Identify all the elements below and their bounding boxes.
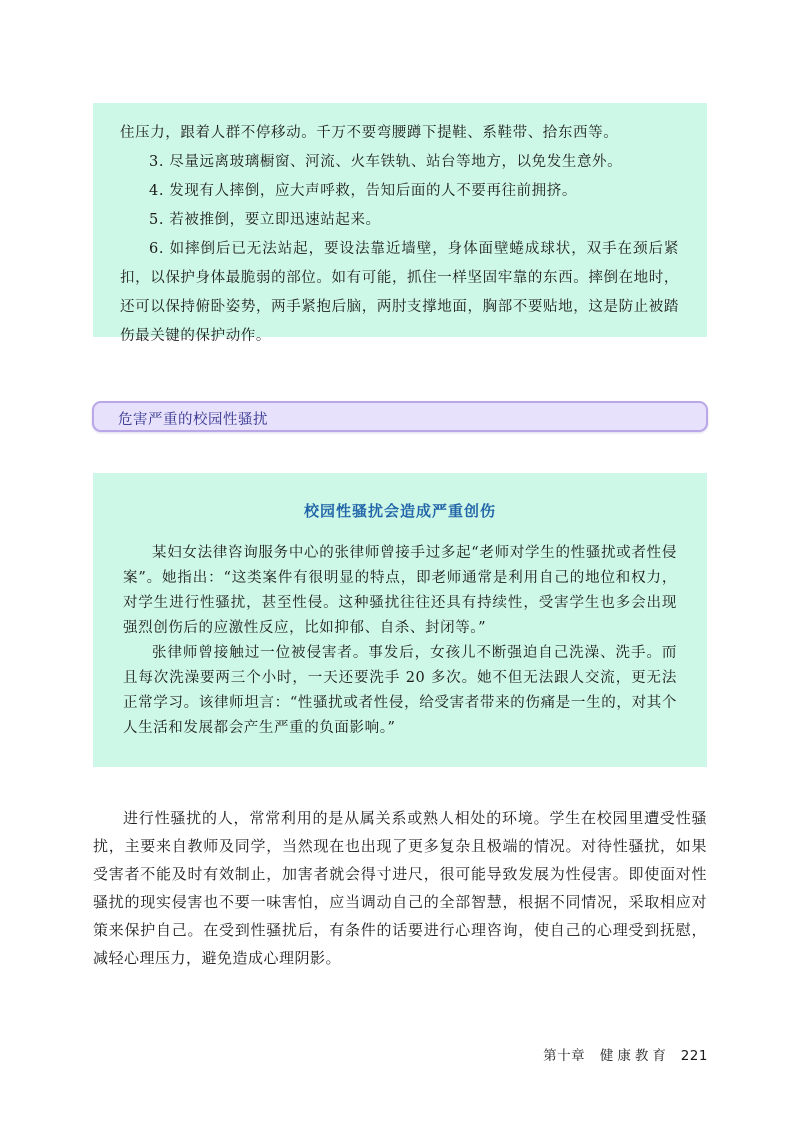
footer-chapter: 第十章 bbox=[543, 1048, 586, 1064]
tips-paragraph-continued: 住压力，跟着人群不停移动。千万不要弯腰蹲下提鞋、系鞋带、拾东西等。 bbox=[120, 125, 619, 141]
footer-section: 健康教育 bbox=[599, 1048, 670, 1064]
tip-item-3: 3. 尽量远离玻璃橱窗、河流、火车铁轨、站台等地方，以免发生意外。 bbox=[149, 154, 623, 170]
body-text bbox=[93, 804, 707, 972]
section-heading-tab bbox=[92, 401, 708, 432]
page-footer bbox=[543, 1044, 708, 1064]
page-number: 221 bbox=[680, 1048, 708, 1064]
case-study-title: 校园性骚扰会造成严重创伤 bbox=[303, 502, 496, 520]
body-paragraph: 进行性骚扰的人，常常利用的是从属关系或熟人相处的环境。学生在校园里遭受性骚扰，主要来自教师及同学，当然现在也出现了更多复杂且极端的情况。对待性骚扰，如果受害者不能及时有效制止，加害者就会得寸进尺，很可能导致发展为性侵害。即使面对性骚扰的现实侵害也不要一味害怕，应当调动自己的全部智慧，根据不同情况，采取相应对策来保护自己。在受到性骚扰后，有条件的话要进行心理咨询，使自己的心理受到抚慰，减轻心理压力，避免造成心理阴影。 bbox=[93, 809, 707, 967]
case-study-paragraph-2: 张律师曾接触过一位被侵害者。事发后，女孩儿不断强迫自己洗澡、洗手。而且每次洗澡要两三个小时，一天还要洗手 20 多次。她不但无法跟人交流，更无法正常学习。该律师坦言：“性骚扰或者性侵，给受害者带来的伤痛是一生的，对其个人生活和发展都会产生严重的负面影响。” bbox=[123, 645, 677, 736]
case-study-box bbox=[93, 473, 707, 767]
section-heading: 危害严重的校园性骚扰 bbox=[118, 412, 268, 428]
case-study-paragraph-1: 某妇女法律咨询服务中心的张律师曾接手过多起“老师对学生的性骚扰或者性侵案”。她指出：“这类案件有很明显的特点，即老师通常是利用自己的地位和权力，对学生进行性骚扰，甚至性侵。这种骚扰往往还具有持续性，受害学生也多会出现强烈创伤后的应激性反应，比如抑郁、自杀、封闭等。” bbox=[123, 545, 677, 636]
tip-item-6: 6. 如摔倒后已无法站起，要设法靠近墙壁，身体面壁蜷成球状，双手在颈后紧扣，以保护身体最脆弱的部位。如有可能，抓住一样坚固牢靠的东西。摔倒在地时，还可以保持俯卧姿势，两手紧抱后脑，两肘支撑地面，胸部不要贴地，这是防止被踏伤最关键的保护动作。 bbox=[120, 241, 679, 344]
safety-tips-box bbox=[93, 103, 707, 344]
tip-item-4: 4. 发现有人摔倒，应大声呼救，告知后面的人不要再往前拥挤。 bbox=[149, 183, 577, 199]
tip-item-5: 5. 若被推倒，要立即迅速站起来。 bbox=[149, 212, 381, 228]
